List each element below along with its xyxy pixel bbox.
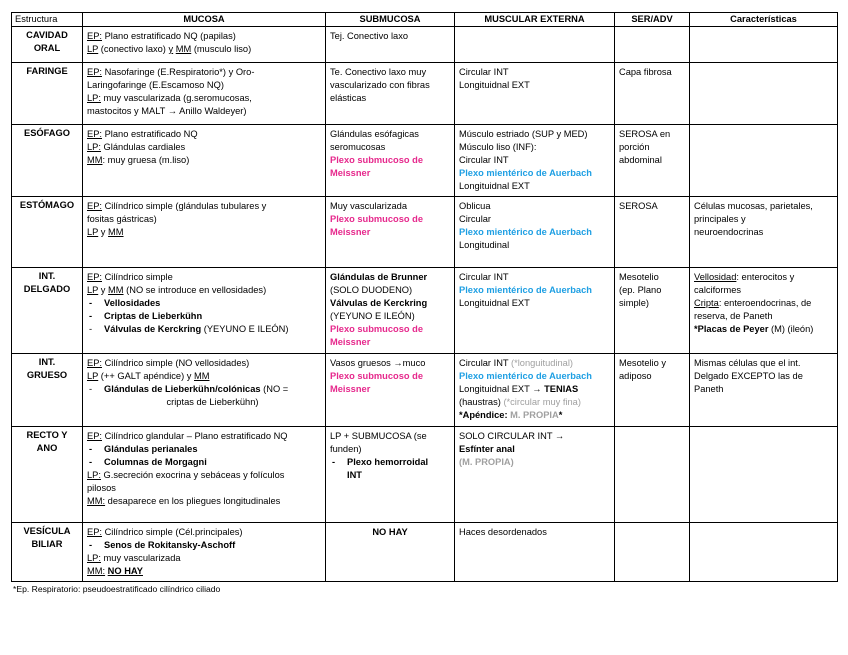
bullet-tail: criptas de Lieberkühn) <box>166 397 259 407</box>
text-line <box>694 297 833 310</box>
text-line: pilosos <box>87 483 116 493</box>
bullet-item: - Glándulas perianales <box>87 443 321 456</box>
plexo-auerbach: Plexo mientérico de Auerbach <box>459 371 592 381</box>
text-line: Células mucosas, parietales, <box>694 201 813 211</box>
lp-label: LP <box>87 227 99 237</box>
plexo-meissner: Meissner <box>330 168 371 178</box>
cell-ser <box>615 125 690 197</box>
header-ser: SER/ADV <box>615 13 690 27</box>
bullet-bold: Glándulas de Lieberkühn/colónicas <box>104 384 261 394</box>
text-line <box>87 226 321 239</box>
cell-ser <box>615 354 690 427</box>
rowhead-line: GRUESO <box>26 370 68 380</box>
text-line: simple) <box>619 298 649 308</box>
text-line: Circular INT <box>459 272 509 282</box>
text-line: Mismas células que el int. <box>694 358 801 368</box>
text-line: NO HAY <box>372 527 408 537</box>
ep-label: EP: <box>87 272 102 282</box>
text-line: adiposo <box>619 371 652 381</box>
footnote: *Ep. Respiratorio: pseudoestratificado cilíndrico ciliado <box>13 584 221 594</box>
text-line: Vasos gruesos →muco <box>330 358 426 368</box>
mm-label: MM: <box>87 496 106 506</box>
mm-label: MM <box>87 155 103 165</box>
document <box>11 12 837 594</box>
cell-mucosa <box>83 523 326 582</box>
rowhead-int-delgado <box>12 268 83 354</box>
rowhead-line: INT. <box>38 271 56 281</box>
cell-mucosa <box>83 427 326 523</box>
text-line: Muy vascularizada <box>330 201 407 211</box>
apendice-label: *Apéndice: <box>459 410 508 420</box>
lp-text: (++ GALT apéndice) y <box>98 371 194 381</box>
bullet-tail: (YEYUNO E ILEÓN) <box>201 324 289 334</box>
text-line: Esfínter anal <box>459 444 515 454</box>
ep-text: Cilíndrico simple (NO vellosidades) <box>102 358 250 368</box>
text-line <box>694 323 833 336</box>
text-line <box>87 271 321 284</box>
cell-ser <box>615 523 690 582</box>
cell-submucosa <box>326 268 455 354</box>
text-line <box>87 128 321 141</box>
text-line <box>87 284 321 297</box>
ep-text: Nasofaringe (E.Respiratorio*) y Oro- <box>102 67 255 77</box>
cell-caracteristicas <box>690 125 838 197</box>
text-line <box>87 565 321 578</box>
cell-mucosa <box>83 197 326 268</box>
text-span: (M) (ileón) <box>768 324 814 334</box>
lp-y: y <box>168 44 174 54</box>
plexo-meissner: Plexo submucoso de <box>330 155 423 165</box>
text-line <box>87 43 321 56</box>
cell-muscular <box>455 197 615 268</box>
rowhead-cavidad-oral <box>12 27 83 63</box>
ep-label: EP: <box>87 358 102 368</box>
cell-ser <box>615 268 690 354</box>
row-estomago <box>12 197 838 268</box>
text-line <box>87 370 321 383</box>
text-line: Longituidnal EXT <box>459 80 530 90</box>
plexo-auerbach: Plexo mientérico de Auerbach <box>459 168 592 178</box>
text-line <box>87 30 321 43</box>
header-muscular: MUSCULAR EXTERNA <box>455 13 615 27</box>
text-line: SEROSA en <box>619 129 671 139</box>
ep-text: Plano estratificado NQ <box>102 129 198 139</box>
text-line: elásticas <box>330 93 367 103</box>
header-caracteristicas: Características <box>690 13 838 27</box>
lp-label: LP <box>87 44 99 54</box>
text-line: (SOLO DUODENO) <box>330 285 413 295</box>
text-span: : enterocitos y <box>736 272 795 282</box>
rowhead-recto-ano <box>12 427 83 523</box>
bullet-bold: INT <box>347 470 362 480</box>
text-line: SOLO CIRCULAR INT → <box>459 431 565 441</box>
lp-text: (musculo liso) <box>191 44 252 54</box>
header-row <box>12 13 838 27</box>
cell-caracteristicas <box>690 63 838 125</box>
text-span: Circular INT <box>459 358 511 368</box>
text-line: vascularizado con fibras <box>330 80 430 90</box>
cell-ser <box>615 63 690 125</box>
mm-label: MM <box>108 227 124 237</box>
cell-mucosa <box>83 354 326 427</box>
rowhead-line: ESTÓMAGO <box>19 200 75 210</box>
rowhead-line: ANO <box>36 443 58 453</box>
plexo-meissner: Plexo submucoso de <box>330 214 423 224</box>
rowhead-line: ESÓFAGO <box>24 128 70 138</box>
plexo-meissner: Meissner <box>330 337 371 347</box>
rowhead-esofago <box>12 125 83 197</box>
ep-text: Cilíndrico glandular – Plano estratificado NQ <box>102 431 288 441</box>
cell-submucosa <box>326 427 455 523</box>
ep-label: EP: <box>87 527 102 537</box>
rowhead-line: FARINGE <box>26 66 68 76</box>
lp-y: y <box>98 285 109 295</box>
grey-note: (*circular muy fina) <box>503 397 581 407</box>
text-line <box>87 92 321 105</box>
lp-label: LP: <box>87 470 101 480</box>
cell-muscular <box>455 427 615 523</box>
text-line: porción <box>619 142 650 152</box>
bullet-bold: - Plexo hemorroidal <box>347 457 429 467</box>
text-line <box>694 271 833 284</box>
row-esofago <box>12 125 838 197</box>
rowhead-line: CAVIDAD <box>26 30 68 40</box>
rowhead-line: INT. <box>38 357 56 367</box>
header-mucosa: MUCOSA <box>83 13 326 27</box>
text-line: LP + SUBMUCOSA (se <box>330 431 427 441</box>
rowhead-line: VESÍCULA <box>23 526 71 536</box>
text-line: Glándulas esófagicas <box>330 129 419 139</box>
cell-ser <box>615 197 690 268</box>
text-line: Tej. Conectivo laxo <box>330 31 409 41</box>
asterisk: * <box>694 324 698 334</box>
lp-text: (conectivo laxo) <box>98 44 169 54</box>
lp-label: LP <box>87 371 99 381</box>
text-line <box>87 357 321 370</box>
plexo-meissner: Meissner <box>330 384 371 394</box>
plexo-auerbach: Plexo mientérico de Auerbach <box>459 285 592 295</box>
mm-label: MM <box>194 371 210 381</box>
asterisk: * <box>558 410 563 420</box>
bullet-item: - Criptas de Lieberkühn <box>87 310 321 323</box>
mm-text: : muy gruesa (m.liso) <box>102 155 190 165</box>
bullet-item <box>330 456 450 482</box>
text-line <box>87 154 321 167</box>
cell-mucosa <box>83 27 326 63</box>
grey-note: (M. PROPIA) <box>459 457 514 467</box>
plexo-meissner: Plexo submucoso de <box>330 324 423 334</box>
text-line: (YEYUNO E ILEÓN) <box>330 311 415 321</box>
cell-caracteristicas <box>690 268 838 354</box>
cell-ser <box>615 427 690 523</box>
ep-text: Cilíndrico simple (glándulas tubulares y <box>102 201 267 211</box>
header-estructura: Estructura <box>12 13 83 27</box>
lp-text: muy vascularizada <box>100 553 181 563</box>
row-cavidad-oral <box>12 27 838 63</box>
cell-muscular <box>455 354 615 427</box>
text-line: SEROSA <box>619 201 658 211</box>
mm-label: MM <box>175 44 192 54</box>
cell-mucosa <box>83 63 326 125</box>
text-line: Circular INT <box>459 67 509 77</box>
text-line <box>87 200 321 213</box>
ep-label: EP: <box>87 129 102 139</box>
ep-text: Plano estratificado NQ (papilas) <box>102 31 236 41</box>
text-line: Longitudinal <box>459 240 510 250</box>
text-line: seromucosas <box>330 142 386 152</box>
ep-label: EP: <box>87 31 102 41</box>
text-line: Delgado EXCEPTO las de <box>694 371 803 381</box>
lp-label: LP: <box>87 553 101 563</box>
text-line <box>459 396 610 409</box>
cell-ser <box>615 27 690 63</box>
plexo-auerbach: Plexo mientérico de Auerbach <box>459 227 592 237</box>
row-int-delgado <box>12 268 838 354</box>
text-line <box>87 141 321 154</box>
cell-mucosa <box>83 268 326 354</box>
text-line <box>87 552 321 565</box>
placas-label: Placas de Peyer <box>697 324 769 334</box>
row-vesicula-biliar <box>12 523 838 582</box>
ep-label: EP: <box>87 431 102 441</box>
bullet-item: - Senos de Rokitansky-Aschoff <box>87 539 321 552</box>
text-line: calciformes <box>694 285 742 295</box>
bullet-tail: (NO = <box>260 384 289 394</box>
rowhead-line: DELGADO <box>23 284 71 294</box>
cell-submucosa <box>326 523 455 582</box>
cell-muscular <box>455 523 615 582</box>
text-line <box>87 495 321 508</box>
text-span: Longituidnal EXT → <box>459 384 545 394</box>
ep-label: EP: <box>87 201 102 211</box>
vellosidad-label: Vellosidad <box>694 272 737 282</box>
cell-submucosa <box>326 197 455 268</box>
cell-submucosa <box>326 354 455 427</box>
lp-label: LP: <box>87 93 101 103</box>
text-line <box>459 383 610 396</box>
lp-text: G.secreción exocrina y sebáceas y folículos <box>100 470 285 480</box>
text-line: abdominal <box>619 155 662 165</box>
text-line: Músculo estriado (SUP y MED) <box>459 129 588 139</box>
bullet-item <box>87 383 321 409</box>
text-line: reserva, de Paneth <box>694 311 773 321</box>
text-line: Circular <box>459 214 492 224</box>
text-line <box>87 430 321 443</box>
row-int-grueso <box>12 354 838 427</box>
cell-caracteristicas <box>690 427 838 523</box>
text-line: Circular INT <box>459 155 509 165</box>
text-line: fositas gástricas) <box>87 214 157 224</box>
text-line: Haces desordenados <box>459 527 547 537</box>
histology-table <box>11 12 838 582</box>
text-line: Capa fibrosa <box>619 67 672 77</box>
lp-label: LP <box>87 285 99 295</box>
text-line: Mesotelio <box>619 272 659 282</box>
text-line: Longituidnal EXT <box>459 181 530 191</box>
text-line <box>87 66 321 79</box>
cell-caracteristicas <box>690 523 838 582</box>
cell-submucosa <box>326 125 455 197</box>
text-line: (ep. Plano <box>619 285 662 295</box>
lp-text: muy vascularizada (g.seromucosas, <box>100 93 252 103</box>
cell-muscular <box>455 125 615 197</box>
text-line <box>87 469 321 482</box>
lp-y: y <box>98 227 109 237</box>
text-line: Laringofaringe (E.Escamoso NQ) <box>87 80 224 90</box>
bullet-bold: Válvulas de Kerckring <box>104 324 202 334</box>
text-line: Paneth <box>694 384 724 394</box>
cell-caracteristicas <box>690 197 838 268</box>
rowhead-line: BILIAR <box>31 539 63 549</box>
rowhead-estomago <box>12 197 83 268</box>
cripta-label: Cripta <box>694 298 719 308</box>
cell-muscular <box>455 63 615 125</box>
lp-label: LP: <box>87 142 101 152</box>
mm-label: MM: <box>87 566 106 576</box>
cell-caracteristicas <box>690 354 838 427</box>
text-line: mastocitos y MALT → Anillo Waldeyer) <box>87 106 247 116</box>
text-line: principales y <box>694 214 746 224</box>
plexo-meissner: Meissner <box>330 227 371 237</box>
mm-text: NO HAY <box>107 566 143 576</box>
header-submucosa: SUBMUCOSA <box>326 13 455 27</box>
lp-text: (NO se introduce en vellosidades) <box>123 285 267 295</box>
text-line: Glándulas de Brunner <box>330 272 428 282</box>
plexo-meissner: Plexo submucoso de <box>330 371 423 381</box>
rowhead-line: RECTO Y <box>26 430 68 440</box>
bullet-item <box>87 323 321 336</box>
row-faringe <box>12 63 838 125</box>
rowhead-line: ORAL <box>33 43 61 53</box>
text-line: Oblicua <box>459 201 491 211</box>
text-line: Músculo liso (INF): <box>459 142 537 152</box>
text-line: Longituidnal EXT <box>459 298 530 308</box>
lp-text: Glándulas cardiales <box>100 142 186 152</box>
text-line: Válvulas de Kerckring <box>330 298 428 308</box>
row-recto-ano <box>12 427 838 523</box>
text-line: funden) <box>330 444 362 454</box>
mm-text: desaparece en los pliegues longitudinales <box>105 496 281 506</box>
bullet-item: - Vellosidades <box>87 297 321 310</box>
ep-text: Cilíndrico simple <box>102 272 173 282</box>
grey-note: (*longuitudinal) <box>511 358 574 368</box>
text-line: neuroendocrinas <box>694 227 764 237</box>
cell-submucosa <box>326 63 455 125</box>
text-line <box>87 526 321 539</box>
rowhead-vesicula-biliar <box>12 523 83 582</box>
grey-note: M. PROPIA <box>507 410 559 420</box>
text-line: Te. Conectivo laxo muy <box>330 67 427 77</box>
tenias-label: TENIAS <box>544 384 579 394</box>
bullet-item: - Columnas de Morgagni <box>87 456 321 469</box>
rowhead-int-grueso <box>12 354 83 427</box>
text-span: (haustras) <box>459 397 504 407</box>
text-span: : enteroendocrinas, de <box>718 298 812 308</box>
text-line: Mesotelio y <box>619 358 667 368</box>
cell-submucosa <box>326 27 455 63</box>
cell-caracteristicas <box>690 27 838 63</box>
cell-mucosa <box>83 125 326 197</box>
ep-text: Cilíndrico simple (Cél.principales) <box>102 527 243 537</box>
text-line <box>459 409 610 422</box>
text-line <box>459 357 610 370</box>
cell-muscular <box>455 268 615 354</box>
ep-label: EP: <box>87 67 102 77</box>
mm-label: MM <box>108 285 124 295</box>
rowhead-faringe <box>12 63 83 125</box>
cell-muscular <box>455 27 615 63</box>
